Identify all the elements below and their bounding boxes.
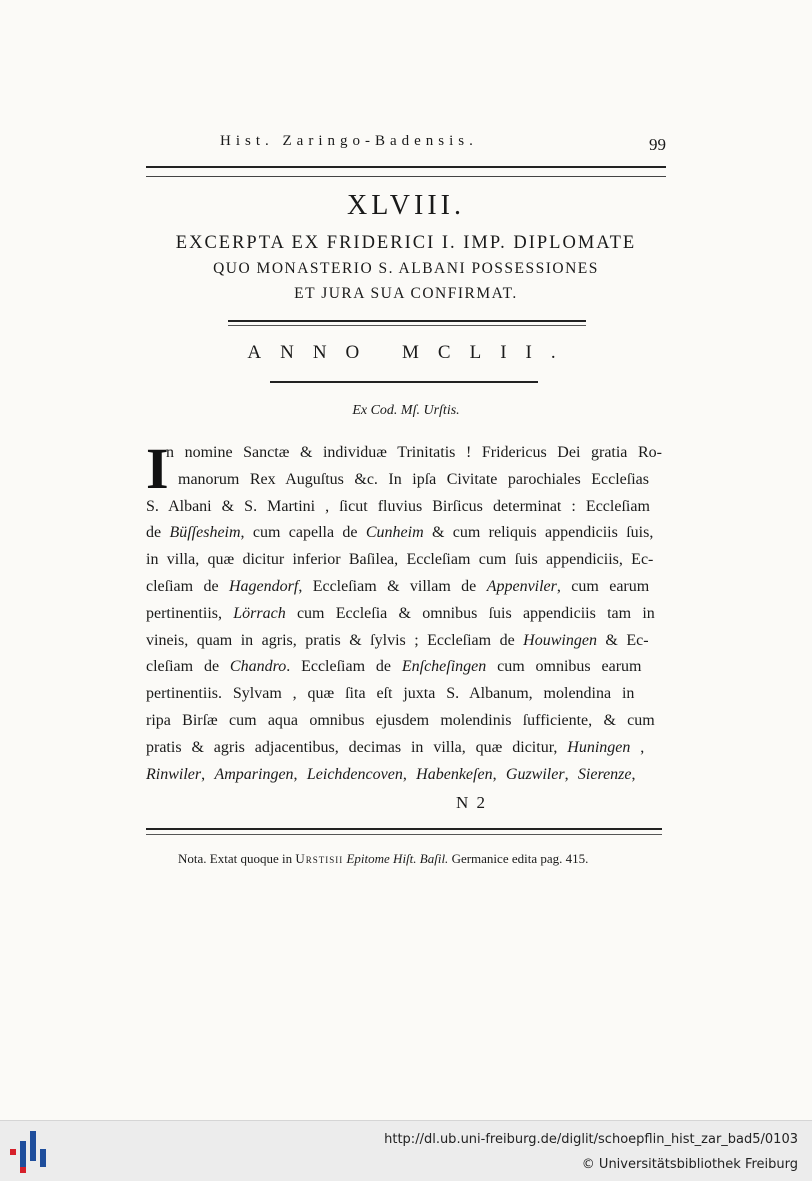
- body-line: de Büſſesheim, cum capella de Cunheim & cum reliquis appendiciis ſuis,: [146, 524, 654, 542]
- heading-line-2: QUO MONASTERIO S. ALBANI POSSESSIONES: [213, 260, 599, 277]
- permalink-link[interactable]: http://dl.ub.uni-freiburg.de/diglit/schoepflin_hist_zar_bad5/0103: [384, 1132, 798, 1147]
- year-line: ANNO MCLII.: [247, 342, 575, 363]
- footnote-rule: [146, 828, 662, 835]
- body-line: manorum Rex Auguſtus &c. In ipſa Civitate parochiales Eccleſias: [178, 470, 649, 488]
- signature-mark: N 2: [456, 793, 488, 812]
- body-line: cleſiam de Chandro. Eccleſiam de Enſcheſingen cum omnibus earum: [146, 658, 642, 676]
- body-line: n nomine Sanctæ & individuæ Trinitatis ! Fridericus Dei gratia Ro-: [166, 444, 662, 461]
- body-line: pertinentiis. Sylvam , quæ ſita eſt juxta S. Albanum, molendina in: [146, 685, 635, 703]
- body-line: pratis & agris adjacentibus, decimas in villa, quæ dicitur, Huningen ,: [146, 738, 645, 756]
- running-title: Hist. Zaringo-Badensis.: [220, 133, 478, 149]
- footer-bar: [0, 1120, 812, 1181]
- year-rule: [270, 381, 538, 385]
- library-logo-icon: [10, 1131, 50, 1173]
- document-number: XLVIII.: [347, 190, 465, 221]
- running-head: [148, 133, 666, 157]
- body-line: S. Albani & S. Martini , ſicut fluvius Birſicus determinat : Eccleſiam: [146, 497, 650, 515]
- heading-line-3: ET JURA SUA CONFIRMAT.: [294, 285, 518, 302]
- body-line: pertinentiis, Lörrach cum Eccleſia & omnibus ſuis appendiciis tam in: [146, 604, 655, 622]
- body-line: in villa, quæ dicitur inferior Baſilea, Eccleſiam cum ſuis appendiciis, Ec-: [146, 551, 654, 569]
- body-line: Rinwiler, Amparingen, Leichdencoven, Habenkeſen, Guzwiler, Sierenze,: [146, 765, 636, 783]
- header-rule: [146, 166, 666, 177]
- footnote: Nota. Extat quoque in Urstisii Epitome Hiſt. Baſil. Germanice edita pag. 415.: [178, 851, 589, 866]
- drop-cap: I: [146, 436, 169, 501]
- source-note: Ex Cod. Mſ. Urſtis.: [352, 403, 460, 418]
- body-line: ripa Birſæ cum aqua omnibus ejusdem molendinis ſufficiente, & cum: [146, 712, 655, 729]
- body-line: cleſiam de Hagendorf, Eccleſiam & villam de Appenviler, cum earum: [146, 578, 650, 595]
- body-line: vineis, quam in agris, pratis & ſylvis ; Eccleſiam de Houwingen & Ec-: [146, 631, 649, 649]
- page-number: 99: [649, 135, 666, 154]
- heading-rule: [228, 320, 586, 326]
- heading-line-1: EXCERPTA EX FRIDERICI I. IMP. DIPLOMATE: [175, 233, 637, 253]
- copyright-text: © Universitätsbibliothek Freiburg: [581, 1157, 798, 1172]
